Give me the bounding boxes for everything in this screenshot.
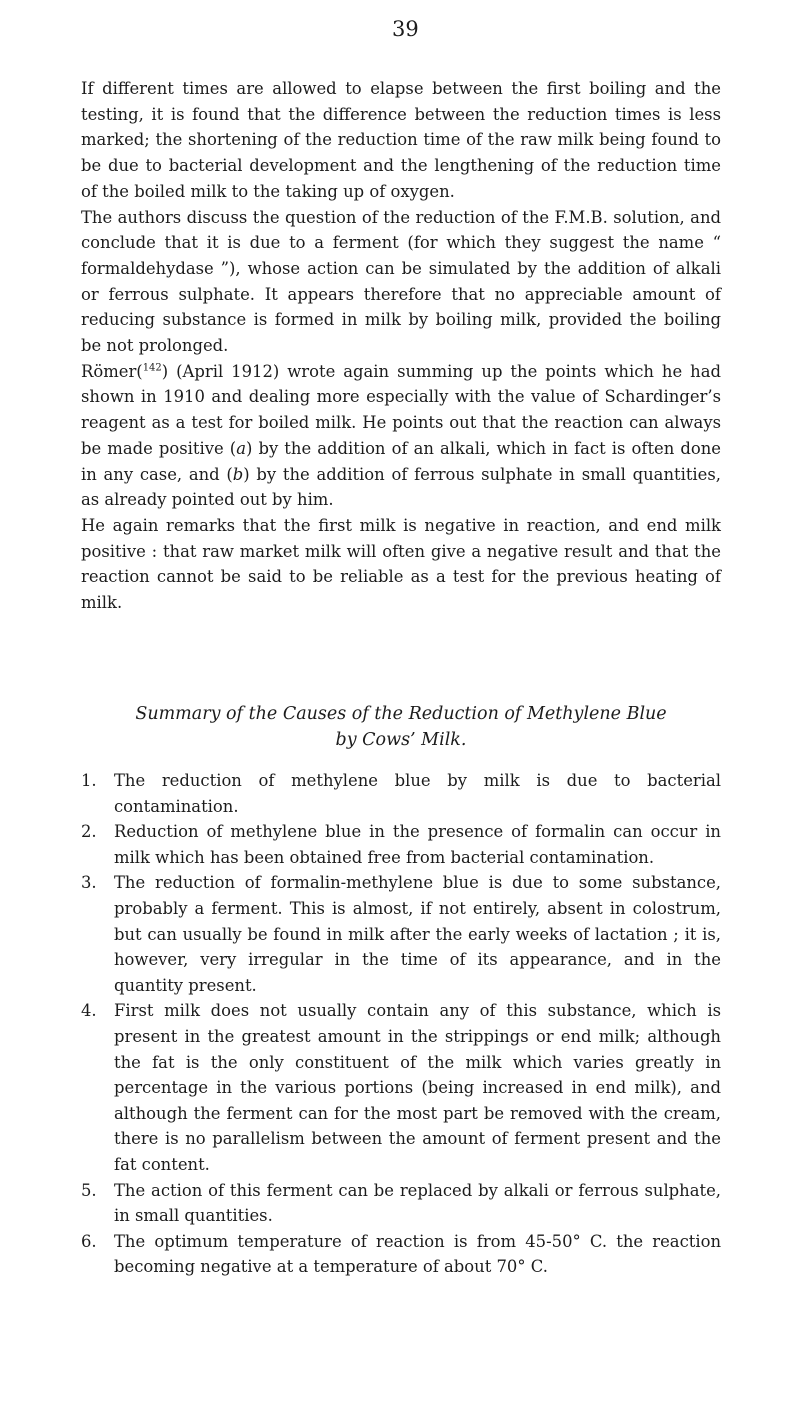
list-item-number: 2.	[81, 822, 97, 842]
list-item-number: 4.	[81, 1001, 97, 1021]
list-item-number: 3.	[81, 873, 97, 893]
list-item-number: 5.	[81, 1180, 97, 1200]
list-item-text: The reduction of formalin-methylene blue is due to some substance, probably a ferment. This is almost, if not entirely, absent in colostrum, but can usually be found in milk after the early weeks of lactation ; it is, however, very irregular in the time of its appearance, and in the quantity present.	[114, 873, 721, 995]
romer-text-1: ) (April 1912) wrote again summing up the points which he had shown in 1910 and dealing more especially with the value of Schardinger’s reagent as a test for boiled milk. He points out that the reaction can always be made positive (	[81, 361, 721, 458]
list-item	[81, 819, 721, 870]
romer-text-3: ) by the addition of ferrous sulphate in small quantities, as already pointed out by him.	[81, 464, 721, 510]
list-item	[81, 870, 721, 998]
paragraph-romer	[81, 359, 721, 513]
label-b: b	[232, 464, 244, 484]
list-item	[81, 998, 721, 1177]
reference-number: 142	[142, 362, 162, 374]
list-item-text: The action of this ferment can be replaced by alkali or ferrous sulphate, in small quantities.	[114, 1180, 721, 1226]
list-item	[81, 1229, 721, 1280]
list-item-number: 1.	[81, 771, 97, 790]
paragraph-authors-discussion: The authors discuss the question of the reduction of the F.M.B. solution, and conclude that it is due to a ferment (for which they suggest the name “ formaldehydase ”), whose action can be simulated by the addition of alkali or ferrous sulphate. It appears therefore that no appreciable amount of reducing substance is formed in milk by boiling milk, provided the boiling be not prolonged.	[81, 207, 721, 356]
page-number: 39	[392, 17, 419, 41]
summary-heading-line-2: by Cows’ Milk.	[335, 729, 467, 750]
label-a: a	[236, 438, 246, 458]
list-item-text: The reduction of methylene blue by milk is due to bacterial contamination.	[114, 771, 721, 816]
list-item-text: First milk does not usually contain any of this substance, which is present in the greatest amount in the strippings or end milk; although the fat is the only constituent of the milk which varies greatly in percentage in the various portions (being increased in end milk), and although the ferment can for the most part be removed with the cream, there is no parallelism between the amount of ferment present and the fat content.	[114, 1001, 721, 1174]
list-item-text: Reduction of methylene blue in the presence of formalin can occur in milk which has been obtained free from bacterial contamination.	[114, 822, 721, 867]
list-item	[81, 768, 721, 819]
list-item-text: The optimum temperature of reaction is from 45-50° C. the reaction becoming negative at a temperature of about 70° C.	[114, 1231, 721, 1277]
list-item-number: 6.	[81, 1231, 97, 1251]
body-text	[81, 76, 721, 616]
summary-list	[81, 768, 721, 1280]
romer-text-2: ) by the addition of an alkali, which in fact is often done in any case, and (	[81, 438, 722, 484]
summary-heading-line-1: Summary of the Causes of the Reduction of Methylene Blue	[135, 704, 667, 724]
paragraph-boiling-testing: If different times are allowed to elapse between the first boiling and the testing, it is found that the difference between the reduction times is less marked; the shortening of the reduction time of the raw milk being found to be due to bacterial development and the lengthening of the reduction time of the boiled milk to the taking up of oxygen.	[81, 79, 721, 201]
paragraph-first-milk: He again remarks that the first milk is negative in reaction, and end milk positive : that raw market milk will often give a negative result and that the reaction cannot be said to be reliable as a test for the previous heating of milk.	[81, 515, 721, 613]
summary-heading	[81, 702, 721, 753]
romer-author: Römer(	[81, 361, 143, 381]
list-item	[81, 1178, 721, 1229]
